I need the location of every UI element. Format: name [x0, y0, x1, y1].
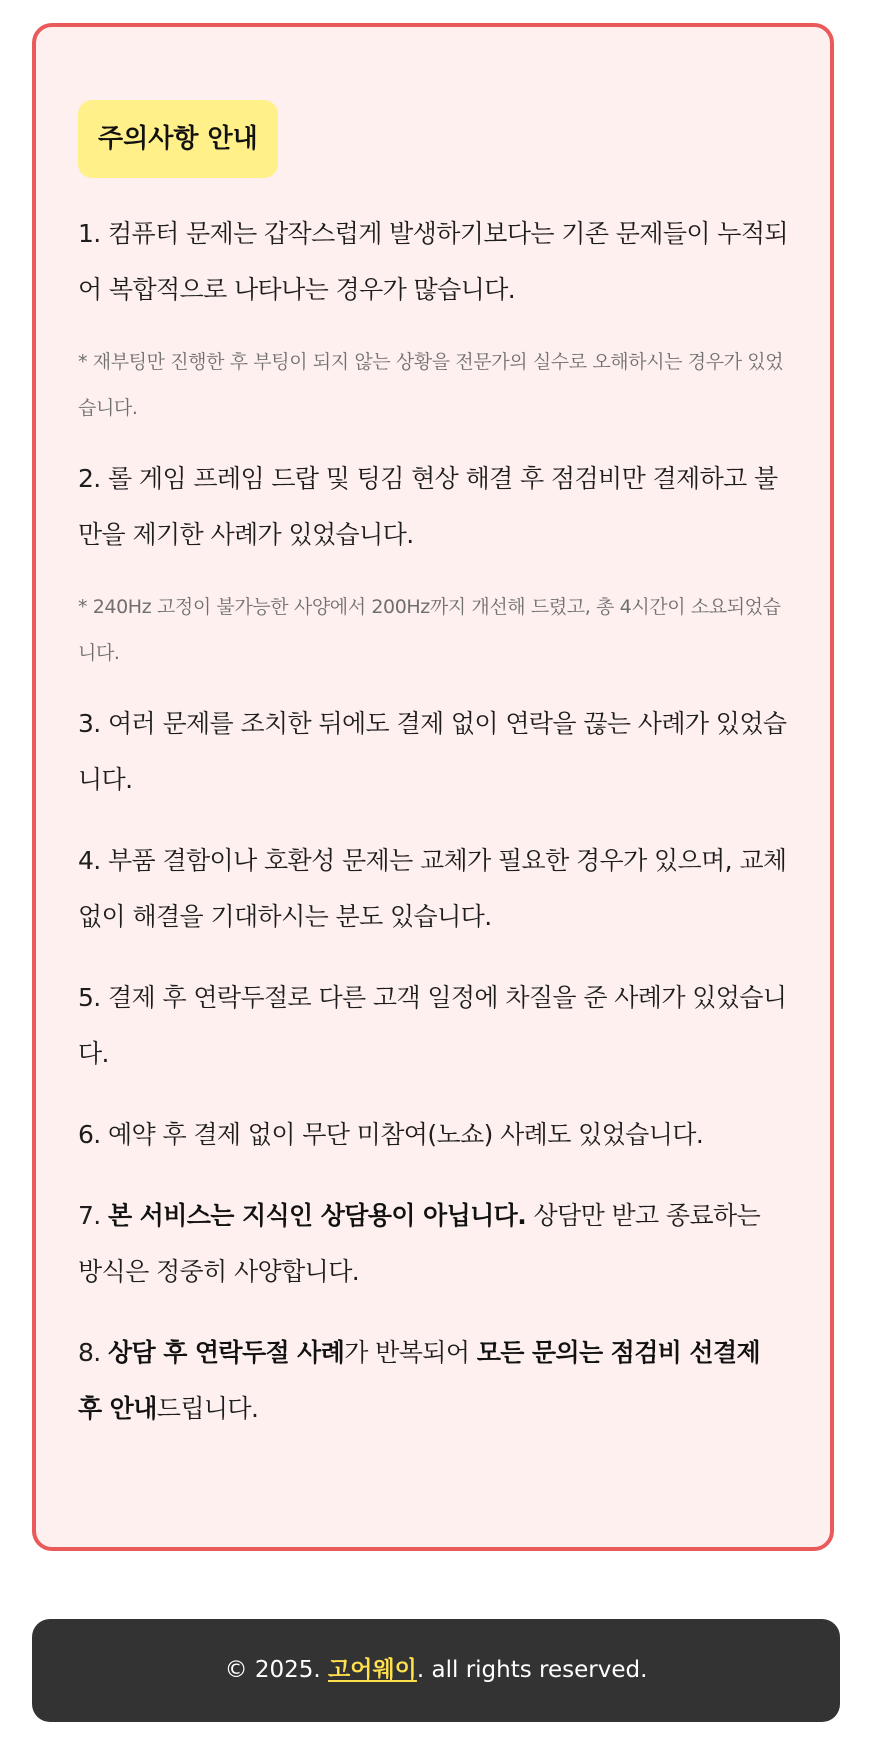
notice-item-7	[78, 1188, 788, 1300]
notice-item-7-number: 7.	[78, 1201, 108, 1230]
notice-item-6-text: 6. 예약 후 결제 없이 무단 미참여(노쇼) 사례도 있었습니다.	[78, 1120, 704, 1149]
notice-item-4	[78, 833, 788, 945]
notice-item-5-text: 5. 결제 후 연락두절로 다른 고객 일정에 차질을 준 사례가 있었습니다.	[78, 983, 787, 1068]
notice-list	[78, 206, 788, 1437]
notice-title-badge: 주의사항 안내	[78, 100, 278, 178]
notice-item-7-text: 상담만 받고 종료하는 방식은 정중히 사양합니다.	[78, 1201, 761, 1286]
footer-rights: . all rights reserved.	[416, 1657, 648, 1683]
notice-item-2-note: * 240Hz 고정이 불가능한 사양에서 200Hz까지 개선해 드렸고, 총 4시간이 소요되었습니다.	[78, 596, 781, 664]
notice-item-8-emphasis-2: 모든 문의는 점검비 선결제 후 안내	[78, 1338, 761, 1423]
notice-item-3	[78, 696, 788, 808]
notice-item-6	[78, 1107, 788, 1163]
notice-card	[32, 23, 834, 1551]
notice-item-8-text-2: 드립니다.	[156, 1394, 259, 1423]
notice-item-7-emphasis: 본 서비스는 지식인 상담용이 아닙니다.	[108, 1201, 527, 1230]
footer-brand-link[interactable]: 고어웨이	[328, 1657, 417, 1683]
notice-item-8-emphasis-1: 상담 후 연락두절 사례	[108, 1338, 345, 1367]
notice-item-8-text-1: 가 반복되어	[344, 1338, 477, 1367]
footer-copyright: © 2025.	[224, 1657, 329, 1683]
notice-item-3-text: 3. 여러 문제를 조치한 뒤에도 결제 없이 연락을 끊는 사례가 있었습니다.	[78, 709, 787, 794]
notice-item-2-text: 2. 롤 게임 프레임 드랍 및 팅김 현상 해결 후 점검비만 결제하고 불만을 제기한 사례가 있었습니다.	[78, 464, 778, 549]
notice-item-2	[78, 451, 788, 563]
notice-item-1-note: * 재부팅만 진행한 후 부팅이 되지 않는 상황을 전문가의 실수로 오해하시는 경우가 있었습니다.	[78, 351, 784, 419]
notice-item-8	[78, 1325, 788, 1437]
notice-item-8-number: 8.	[78, 1338, 108, 1367]
notice-item-4-text: 4. 부품 결함이나 호환성 문제는 교체가 필요한 경우가 있으며, 교체 없이 해결을 기대하시는 분도 있습니다.	[78, 846, 787, 931]
footer	[32, 1619, 840, 1722]
notice-item-5	[78, 970, 788, 1082]
notice-item-1	[78, 206, 788, 318]
notice-item-1-text: 1. 컴퓨터 문제는 갑작스럽게 발생하기보다는 기존 문제들이 누적되어 복합적으로 나타나는 경우가 많습니다.	[78, 219, 788, 304]
